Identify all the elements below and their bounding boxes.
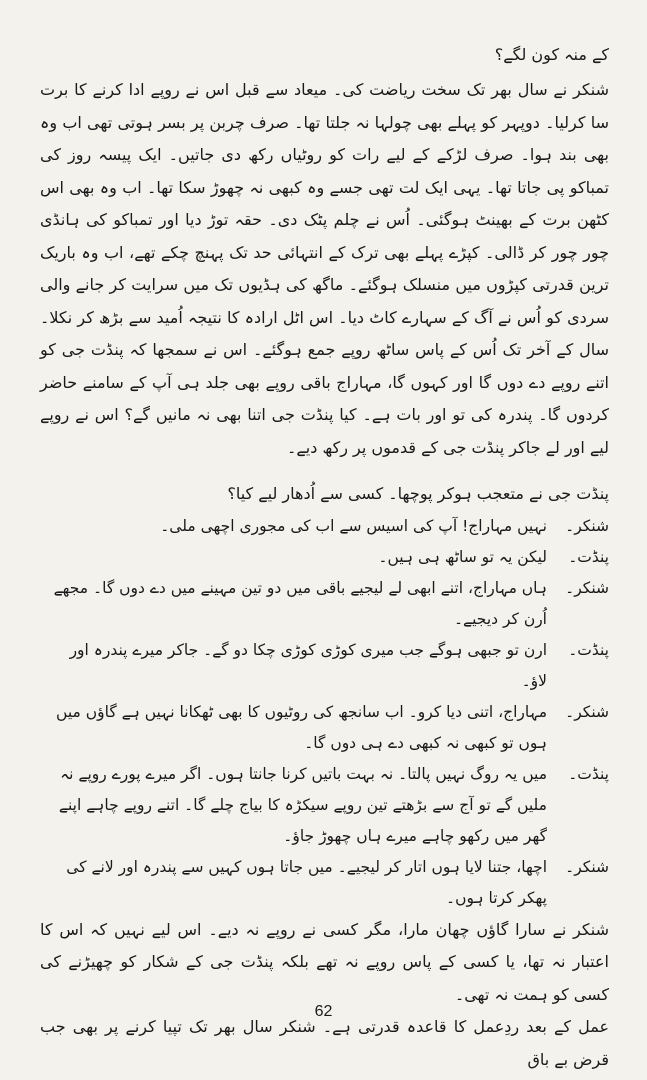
page-number: 62 <box>314 1003 333 1020</box>
speaker-label: شنکر۔ <box>565 578 609 597</box>
dialogue-line <box>40 697 609 759</box>
paragraph-3: شنکر نے سارا گاؤں چھان مارا، مگر کسی نے روپے نہ دیے۔ اس لیے نہیں کہ اس کا اعتبار نہ تھا، یا کسی کے پاس روپے نہ تھے بلکہ پنڈت جی کے شکار کو چھیڑنے کی کسی کو ہمت نہ تھی۔ <box>40 919 609 1004</box>
dialogue-block <box>40 511 609 914</box>
speaker-label: پنڈت۔ <box>568 764 609 783</box>
dialogue-text: اچھا، جتنا لایا ہوں اتار کر لیجیے۔ میں جاتا ہوں کہیں سے پندرہ اور لانے کی پھکر کرتا ہوں۔ <box>66 857 547 907</box>
dialogue-line <box>40 511 609 542</box>
paragraph-1: شنکر نے سال بھر تک سخت ریاضت کی۔ میعاد سے قبل اس نے روپے ادا کرنے کا برت سا کرلیا۔ دوپہر کو پہلے بھی چولہا نہ جلتا تھا۔ صرف چربن پر بسر ہوتی تھی اب وہ بھی بند ہوا۔ صرف لڑکے کے لیے رات کو روٹیاں رکھ دی جاتیں۔ ایک پیسہ روز کی تمباکو پی جاتا تھا۔ یہی ایک لت تھی جسے وہ کبھی نہ چھوڑ سکا تھا۔ اب وہ بھی اس کٹھن برت کے بھینٹ ہوگئی۔ اُس نے چلم پٹک دی۔ حقہ توڑ دیا اور تمباکو کی ہانڈی چور چور کر ڈالی۔ کپڑے پہلے بھی ترک کے انتہائی حد تک پہنچ چکے تھے، اب وہ باریک ترین قدرتی کپڑوں میں منسلک ہوگئے۔ ماگھ کی ہڈیوں تک میں سرایت کر جانے والی سردی کو اُس نے آگ کے سہارے کاٹ دیا۔ اس اٹل ارادہ کا نتیجہ اُمید سے بڑھ کر نکلا۔ سال کے آخر تک اُس کے پاس ساٹھ روپے جمع ہوگئے۔ اس نے سمجھا کہ پنڈت جی کو اتنے روپے دے دوں گا اور کہوں گا، مہاراج باقی روپے بھی جلد ہی آپ کے سامنے حاضر کردوں گا۔ پندرہ کی تو اور بات ہے۔ کیا پنڈت جی اتنا بھی نہ مانیں گے؟ اس نے روپے لیے اور لے جاکر پنڈت جی کے قدموں پر رکھ دیے۔ <box>40 80 609 457</box>
speaker-label: شنکر۔ <box>565 516 609 535</box>
speaker-label: پنڈت۔ <box>568 640 609 659</box>
speaker-label: شنکر۔ <box>565 702 609 721</box>
text-body <box>40 40 609 1076</box>
spacer <box>40 464 609 478</box>
dialogue-line <box>40 759 609 852</box>
dialogue-text: مہاراج، اتنی دیا کرو۔ اب سانجھ کی روٹیوں کا بھی ٹھکانا نہیں ہے گاؤں میں ہوں تو کبھی نہ کبھی دے ہی دوں گا۔ <box>56 702 547 752</box>
dialogue-text: نہیں مہاراج! آپ کی اسیس سے اب کی مجوری اچھی ملی۔ <box>160 516 547 535</box>
paragraph-2: پنڈت جی نے متعجب ہوکر پوچھا۔ کسی سے اُدھار لیے کیا؟ <box>227 484 609 503</box>
dialogue-text: ہاں مہاراج، اتنے ابھی لے لیجیے باقی میں دو تین مہینے میں دے دوں گا۔ مجھے اُرن کر دیجیے۔ <box>53 578 547 628</box>
speaker-label: پنڈت۔ <box>568 547 609 566</box>
dialogue-line <box>40 573 609 635</box>
paragraph-4: عمل کے بعد ردِعمل کا قاعدہ قدرتی ہے۔ شنکر سال بھر تک تپیا کرنے پر بھی جب قرض بے باق <box>40 1017 609 1069</box>
dialogue-line <box>40 635 609 697</box>
heading-line: کے منہ کون لگے؟ <box>494 45 609 64</box>
dialogue-text: لیکن یہ تو ساٹھ ہی ہیں۔ <box>378 547 547 566</box>
dialogue-line <box>40 852 609 914</box>
dialogue-line <box>40 542 609 573</box>
dialogue-text: ارن تو جبھی ہوگے جب میری کوڑی کوڑی چکا دو گے۔ جاکر میرے پندرہ اور لاؤ۔ <box>69 640 547 690</box>
speaker-label: شنکر۔ <box>565 857 609 876</box>
dialogue-text: میں یہ روگ نہیں پالتا۔ نہ بہت باتیں کرنا جانتا ہوں۔ اگر میرے پورے روپے نہ ملیں گے تو آج سے بڑھتے تین روپے سیکڑہ کا بیاج چلے گا۔ اتنے روپے چاہے اپنے گھر میں رکھو چاہے میرے ہاں چھوڑ جاؤ۔ <box>58 764 547 845</box>
